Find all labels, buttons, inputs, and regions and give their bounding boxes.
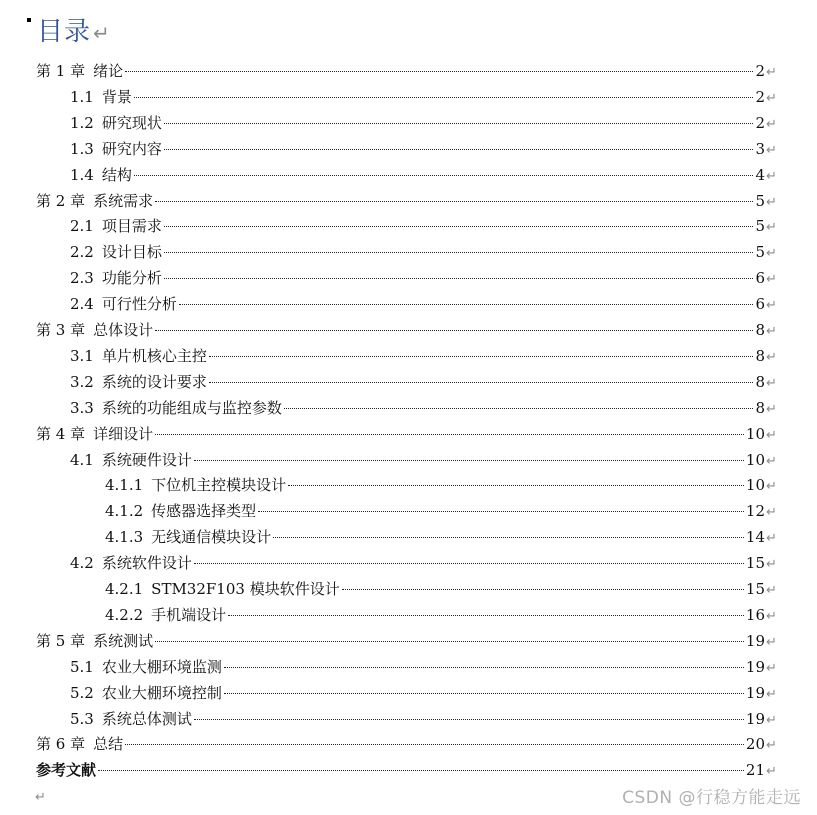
toc-entry-text: 系统硬件设计: [101, 450, 192, 469]
toc-section-entry[interactable]: [70, 241, 780, 263]
toc-section-entry[interactable]: [105, 604, 780, 626]
dot-leader: [134, 97, 754, 98]
toc-entry-number: 第 3 章: [36, 321, 86, 339]
toc-entry-text: 总体设计: [93, 321, 154, 339]
dot-leader: [194, 563, 744, 564]
return-mark-icon: ↵: [766, 557, 777, 573]
toc-page-number: 3: [755, 139, 765, 158]
toc-entry-label: [70, 656, 222, 678]
toc-chapter-entry[interactable]: [36, 190, 780, 212]
toc-entry-label: [70, 345, 207, 367]
toc-entry-number: 3.3: [70, 398, 94, 417]
toc-page-number: 5: [755, 217, 765, 236]
return-mark-icon: ↵: [766, 764, 777, 780]
dot-leader: [164, 226, 754, 227]
return-mark-icon: ↵: [766, 427, 777, 443]
return-mark-icon: ↵: [766, 608, 777, 624]
toc-page-number: 8: [755, 346, 765, 365]
toc-entry-number: 2.2: [70, 243, 94, 262]
toc-entry-label: [36, 759, 96, 781]
dot-leader: [164, 252, 754, 253]
toc-entry-label: [70, 449, 192, 471]
toc-page-number: 10: [745, 424, 765, 443]
dot-leader: [194, 719, 744, 720]
toc-heading-text: 目录: [37, 17, 92, 47]
toc-entry-text: 单片机核心主控: [101, 346, 207, 365]
toc-entry-text: 系统软件设计: [101, 554, 192, 573]
toc-section-entry[interactable]: [70, 449, 780, 471]
toc-entry-label: [70, 293, 177, 315]
toc-page-number: 5: [755, 191, 765, 210]
toc-page-number: 12: [745, 502, 765, 521]
toc-entry-number: 4.2: [70, 554, 94, 573]
toc-entry-text: 农业大棚环境控制: [101, 683, 222, 702]
return-mark-icon: ↵: [766, 634, 777, 650]
toc-entry-label: [70, 267, 162, 289]
toc-page-number: 2: [755, 62, 765, 80]
return-mark-icon: ↵: [766, 453, 777, 469]
toc-entry-text: 可行性分析: [101, 295, 177, 314]
return-mark-icon: ↵: [766, 142, 777, 158]
paragraph-marker: [27, 18, 31, 22]
toc-page-number: 4: [755, 165, 765, 184]
toc-section-entry[interactable]: [70, 682, 780, 704]
toc-entry-text: 总结: [93, 735, 124, 754]
toc-entry-label: [36, 733, 123, 755]
toc-entry-number: 第 5 章: [36, 631, 86, 650]
toc-entry-label: [70, 215, 162, 237]
toc-section-entry[interactable]: [70, 656, 780, 678]
dot-leader: [224, 667, 744, 668]
dot-leader: [209, 356, 754, 357]
toc-page-number: 2: [755, 113, 765, 132]
toc-section-entry[interactable]: [70, 371, 780, 393]
toc-entry-number: 2.3: [70, 269, 94, 288]
toc-entry-text: 手机端设计: [151, 605, 227, 624]
toc-entry-label: [36, 319, 153, 341]
return-mark-icon: ↵: [766, 531, 777, 547]
toc-page-number: 10: [745, 450, 765, 469]
dot-leader: [284, 408, 754, 409]
toc-entry-label: [36, 60, 123, 82]
toc-entry-label: [36, 423, 153, 445]
dot-leader: [194, 460, 744, 461]
toc-entry-label: [105, 578, 340, 600]
dot-leader: [209, 382, 754, 383]
return-mark-icon: ↵: [35, 790, 46, 805]
toc-entry-label: [70, 371, 207, 393]
toc-entry-label: [36, 630, 153, 652]
dot-leader: [155, 434, 744, 435]
toc-chapter-entry[interactable]: [36, 319, 780, 341]
toc-entry-text: 农业大棚环境监测: [101, 657, 222, 676]
toc-entry-number: 第 4 章: [36, 424, 86, 443]
toc-entry-number: 1.1: [70, 87, 94, 106]
toc-section-entry[interactable]: [70, 112, 780, 134]
toc-heading: [37, 14, 111, 51]
toc-entry-text: 系统的设计要求: [101, 372, 207, 391]
toc-section-entry[interactable]: [70, 397, 780, 419]
toc-entry-text: 系统总体测试: [101, 709, 192, 728]
return-mark-icon: ↵: [766, 738, 777, 754]
return-mark-icon: ↵: [766, 375, 777, 391]
dot-leader: [155, 330, 753, 331]
toc-entry-text: 下位机主控模块设计: [151, 476, 287, 495]
toc-page-number: 6: [755, 295, 765, 314]
return-mark-icon: ↵: [766, 65, 777, 80]
toc-entry-text: 参考文献: [36, 761, 97, 780]
toc-entry-text: 系统的功能组成与监控参数: [101, 398, 282, 417]
toc-entry-number: 4.1: [70, 450, 94, 469]
toc-entry-number: 5.1: [70, 657, 94, 676]
dot-leader: [228, 615, 744, 616]
toc-entry-number: 4.1.2: [105, 502, 144, 521]
toc-page-number: 19: [745, 657, 765, 676]
toc-entry-number: 第 2 章: [36, 191, 86, 210]
return-mark-icon: ↵: [766, 479, 777, 495]
toc-entry-text: 功能分析: [101, 269, 162, 288]
toc-section-entry[interactable]: [70, 345, 780, 367]
toc-chapter-entry[interactable]: [36, 423, 780, 445]
toc-chapter-entry[interactable]: [36, 630, 780, 652]
toc-entry-number: 5.3: [70, 709, 94, 728]
toc-chapter-entry[interactable]: [36, 733, 780, 755]
toc-entry-text: 详细设计: [93, 424, 154, 443]
toc-entry-label: [70, 397, 282, 419]
toc-entry-number: 4.2.2: [105, 605, 144, 624]
toc-chapter-entry[interactable]: [36, 759, 780, 781]
toc-page-number: 8: [755, 321, 765, 339]
dot-leader: [134, 175, 754, 176]
toc-page-number: 10: [745, 476, 765, 495]
toc-entry-label: [105, 604, 226, 626]
dot-leader: [164, 123, 754, 124]
toc-entry-text: 结构: [101, 165, 132, 184]
return-mark-icon: ↵: [766, 90, 777, 106]
toc-entry-number: 5.2: [70, 683, 94, 702]
toc-entry-text: 传感器选择类型: [151, 502, 257, 521]
dot-leader: [164, 149, 754, 150]
toc-section-entry[interactable]: [105, 500, 780, 522]
dot-leader: [273, 537, 744, 538]
toc-entry-number: 4.2.1: [105, 580, 144, 598]
toc-section-entry[interactable]: [70, 215, 780, 237]
toc-entry-text: 研究现状: [101, 113, 162, 132]
dot-leader: [98, 770, 744, 771]
toc-section-entry[interactable]: [70, 86, 780, 108]
return-mark-icon: ↵: [766, 505, 777, 521]
toc-entry-label: [70, 241, 162, 263]
toc-section-entry[interactable]: [70, 267, 780, 289]
toc-entry-label: [70, 138, 162, 160]
toc-section-entry[interactable]: [70, 164, 780, 186]
toc-entry-number: 1.4: [70, 165, 94, 184]
toc-page-number: 16: [745, 605, 765, 624]
toc-section-entry[interactable]: [105, 526, 780, 548]
toc-page-number: 2: [755, 87, 765, 106]
toc-section-entry[interactable]: [70, 552, 780, 574]
toc-entry-label: [70, 682, 222, 704]
toc-entry-number: 第 1 章: [36, 62, 86, 80]
toc-section-entry[interactable]: [70, 293, 780, 315]
return-mark-icon: ↵: [766, 246, 777, 262]
toc-entry-label: [70, 86, 132, 108]
toc-entry-number: 1.2: [70, 113, 94, 132]
toc-entry-number: 3.2: [70, 372, 94, 391]
return-mark-icon: ↵: [766, 349, 777, 365]
toc-entry-number: 4.1.3: [105, 528, 144, 547]
toc-entry-label: [70, 708, 192, 730]
toc-section-entry[interactable]: [105, 474, 780, 496]
dot-leader: [125, 744, 744, 745]
toc-section-entry[interactable]: [105, 578, 780, 600]
toc-entry-number: 第 6 章: [36, 735, 86, 754]
toc-page-number: 19: [745, 709, 765, 728]
toc-section-entry[interactable]: [70, 138, 780, 160]
return-mark-icon: ↵: [766, 298, 777, 314]
toc-page-number: 5: [755, 243, 765, 262]
return-mark-icon: ↵: [766, 686, 777, 702]
toc-entry-label: [105, 500, 256, 522]
toc-entry-text: 系统测试: [93, 631, 154, 650]
toc-entry-label: [105, 474, 286, 496]
toc-entry-number: 4.1.1: [105, 476, 144, 495]
toc-page-number: 21: [745, 761, 765, 780]
toc-chapter-entry[interactable]: [36, 60, 780, 82]
return-mark-icon: ↵: [766, 220, 777, 236]
toc-entry-label: [36, 190, 153, 212]
dot-leader: [155, 201, 753, 202]
dot-leader: [155, 641, 744, 642]
return-mark-icon: ↵: [766, 660, 777, 676]
dot-leader: [288, 485, 744, 486]
toc-page-number: 14: [745, 528, 765, 547]
return-mark-icon: ↵: [766, 168, 777, 184]
dot-leader: [224, 693, 744, 694]
return-mark-icon: ↵: [93, 21, 111, 45]
watermark: CSDN @行稳方能走远: [622, 788, 801, 808]
toc-entry-text: 背景: [101, 87, 132, 106]
toc-page-number: 19: [745, 683, 765, 702]
toc-entry-text: STM32F103 模块软件设计: [151, 580, 340, 598]
dot-leader: [342, 589, 744, 590]
toc-entry-number: 2.4: [70, 295, 94, 314]
return-mark-icon: ↵: [766, 194, 777, 210]
toc-entry-text: 项目需求: [101, 217, 162, 236]
toc-page-number: 15: [745, 554, 765, 573]
toc-entry-text: 系统需求: [93, 191, 154, 210]
return-mark-icon: ↵: [766, 272, 777, 288]
toc-entry-text: 设计目标: [101, 243, 162, 262]
toc-entry-text: 研究内容: [101, 139, 162, 158]
toc-page-number: 20: [745, 735, 765, 754]
toc-page-number: 15: [745, 580, 765, 598]
toc-entry-label: [105, 526, 271, 548]
toc-entry-label: [70, 112, 162, 134]
toc-entry-text: 绪论: [93, 62, 124, 80]
dot-leader: [164, 278, 754, 279]
toc-entry-label: [70, 164, 132, 186]
toc-entry-number: 1.3: [70, 139, 94, 158]
toc-entry-text: 无线通信模块设计: [151, 528, 272, 547]
return-mark-icon: ↵: [766, 712, 777, 728]
dot-leader: [258, 511, 744, 512]
toc-page-number: 19: [745, 631, 765, 650]
toc-entry-label: [70, 552, 192, 574]
toc-entry-number: 3.1: [70, 346, 94, 365]
return-mark-icon: ↵: [766, 401, 777, 417]
return-mark-icon: ↵: [766, 324, 777, 339]
toc-page-number: 6: [755, 269, 765, 288]
toc-page-number: 8: [755, 398, 765, 417]
toc-section-entry[interactable]: [70, 708, 780, 730]
return-mark-icon: ↵: [766, 583, 777, 598]
return-mark-icon: ↵: [766, 116, 777, 132]
toc-page-number: 8: [755, 372, 765, 391]
toc-entry-number: 2.1: [70, 217, 94, 236]
dot-leader: [125, 71, 753, 72]
dot-leader: [179, 304, 754, 305]
